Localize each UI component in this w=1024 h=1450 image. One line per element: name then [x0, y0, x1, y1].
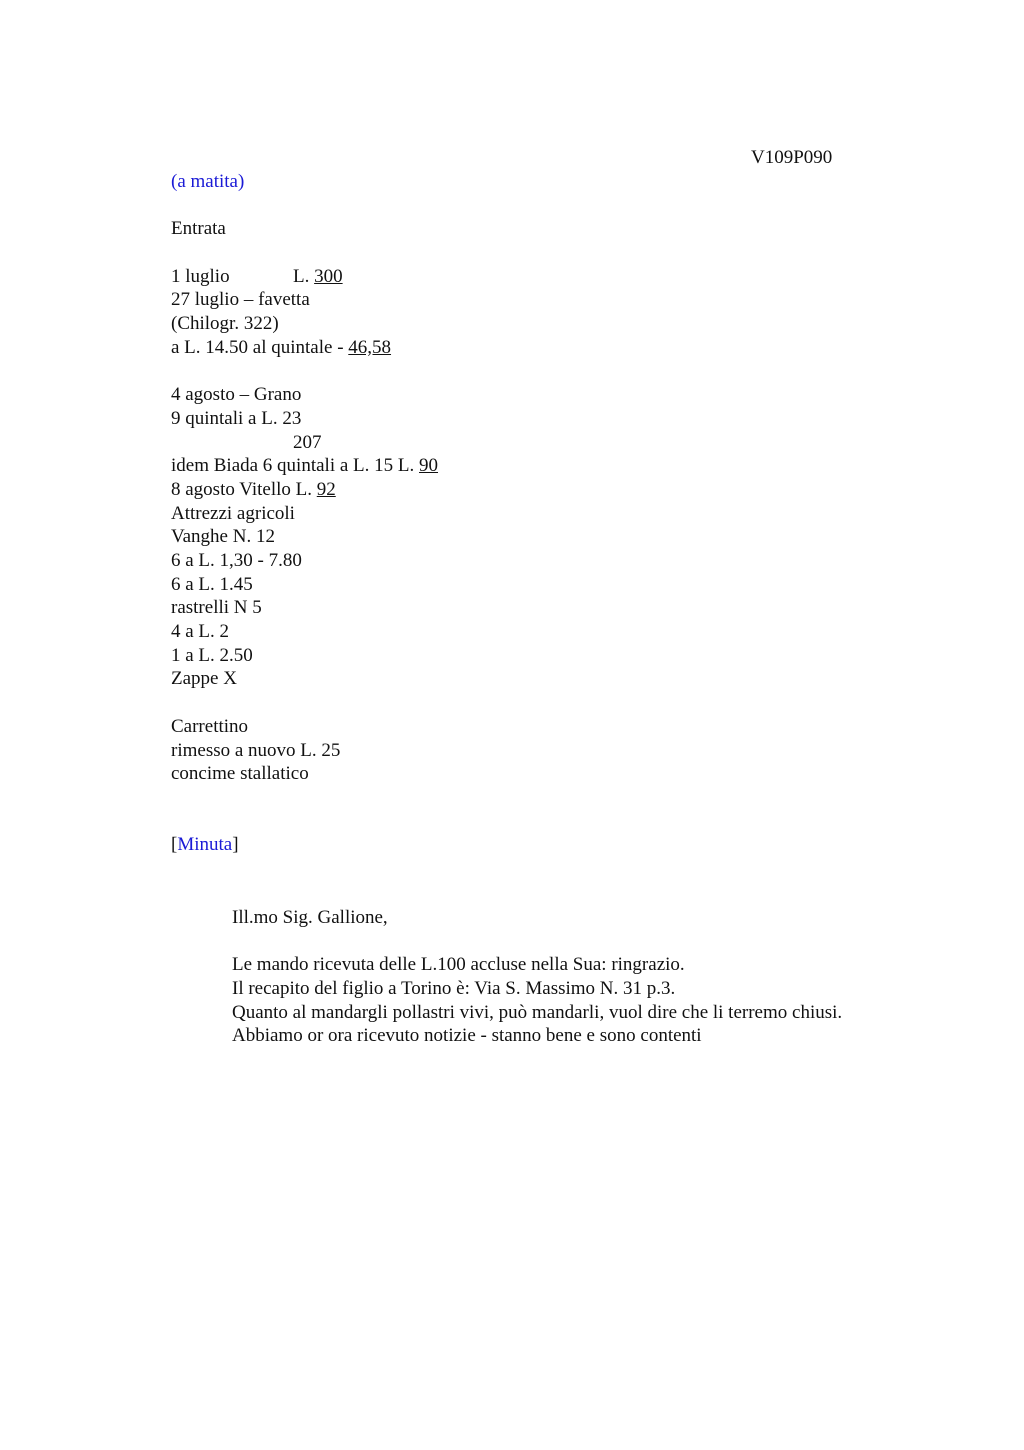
ledger-entry: Carrettino	[171, 715, 249, 737]
ledger-entry: Zappe X	[171, 668, 237, 690]
spacer	[171, 786, 438, 810]
minuta-heading	[171, 833, 438, 857]
entry-amount: 207	[293, 431, 322, 453]
ledger-entry: rastrelli N 5	[171, 597, 262, 619]
bracket: ]	[232, 834, 239, 856]
letter-line: Quanto al mandargli pollastri vivi, può mandarli, vuol dire che li terremo chiusi.	[232, 1001, 843, 1023]
ledger-entry	[171, 265, 438, 289]
ledger-entry: (Chilogr. 322)	[171, 313, 279, 335]
ledger-entry: 4 agosto – Grano	[171, 384, 302, 406]
ledger-entry	[171, 454, 438, 478]
spacer	[171, 360, 438, 384]
ledger-entry: 9 quintali a L. 23	[171, 407, 302, 429]
spacer	[171, 691, 438, 715]
entry-amount: 90	[419, 455, 439, 477]
ledger-entry: 27 luglio – favetta	[171, 289, 310, 311]
spacer	[171, 810, 438, 834]
ledger-entry: 1 a L. 2.50	[171, 644, 253, 666]
ledger-column	[171, 170, 438, 857]
letter-line: Abbiamo or ora ricevuto notizie - stanno bene e sono contenti	[232, 1025, 702, 1047]
section-title: Entrata	[171, 218, 226, 240]
ledger-entry: concime stallatico	[171, 763, 309, 785]
ledger-entry: 6 a L. 1.45	[171, 573, 253, 595]
entry-prefix: idem Biada 6 quintali a L. 15 L.	[171, 455, 420, 477]
pencil-note: (a matita)	[171, 171, 245, 192]
entry-amount: 92	[316, 478, 336, 500]
ledger-entry: rimesso a nuovo L. 25	[171, 739, 341, 761]
spacer	[171, 194, 438, 218]
bracket: [	[171, 834, 178, 856]
ledger-entry: Vanghe N. 12	[171, 526, 275, 548]
document-code: V109P090	[751, 147, 833, 168]
spacer	[232, 930, 842, 954]
ledger-entry: Attrezzi agricoli	[171, 502, 295, 524]
spacer	[171, 241, 438, 265]
entry-amount: 46,58	[348, 336, 392, 358]
letter-body	[232, 906, 842, 1048]
ledger-entry	[171, 478, 438, 502]
ledger-entry: 4 a L. 2	[171, 621, 230, 643]
entry-date: 1 luglio	[171, 265, 230, 287]
entry-prefix: a L. 14.50 al quintale -	[171, 336, 349, 358]
ledger-entry	[171, 336, 438, 360]
entry-amount: 300	[314, 265, 343, 287]
letter-line: Le mando ricevuta delle L.100 accluse nella Sua: ringrazio.	[232, 954, 685, 976]
ledger-entry: 6 a L. 1,30 - 7.80	[171, 550, 302, 571]
entry-prefix: L.	[293, 265, 315, 287]
letter-line: Il recapito del figlio a Torino è: Via S. Massimo N. 31 p.3.	[232, 978, 676, 1000]
letter-salutation: Ill.mo Sig. Gallione,	[232, 907, 388, 928]
ledger-entry	[171, 431, 438, 455]
minuta-label: Minuta	[177, 834, 233, 856]
entry-prefix: 8 agosto Vitello L.	[171, 478, 317, 500]
